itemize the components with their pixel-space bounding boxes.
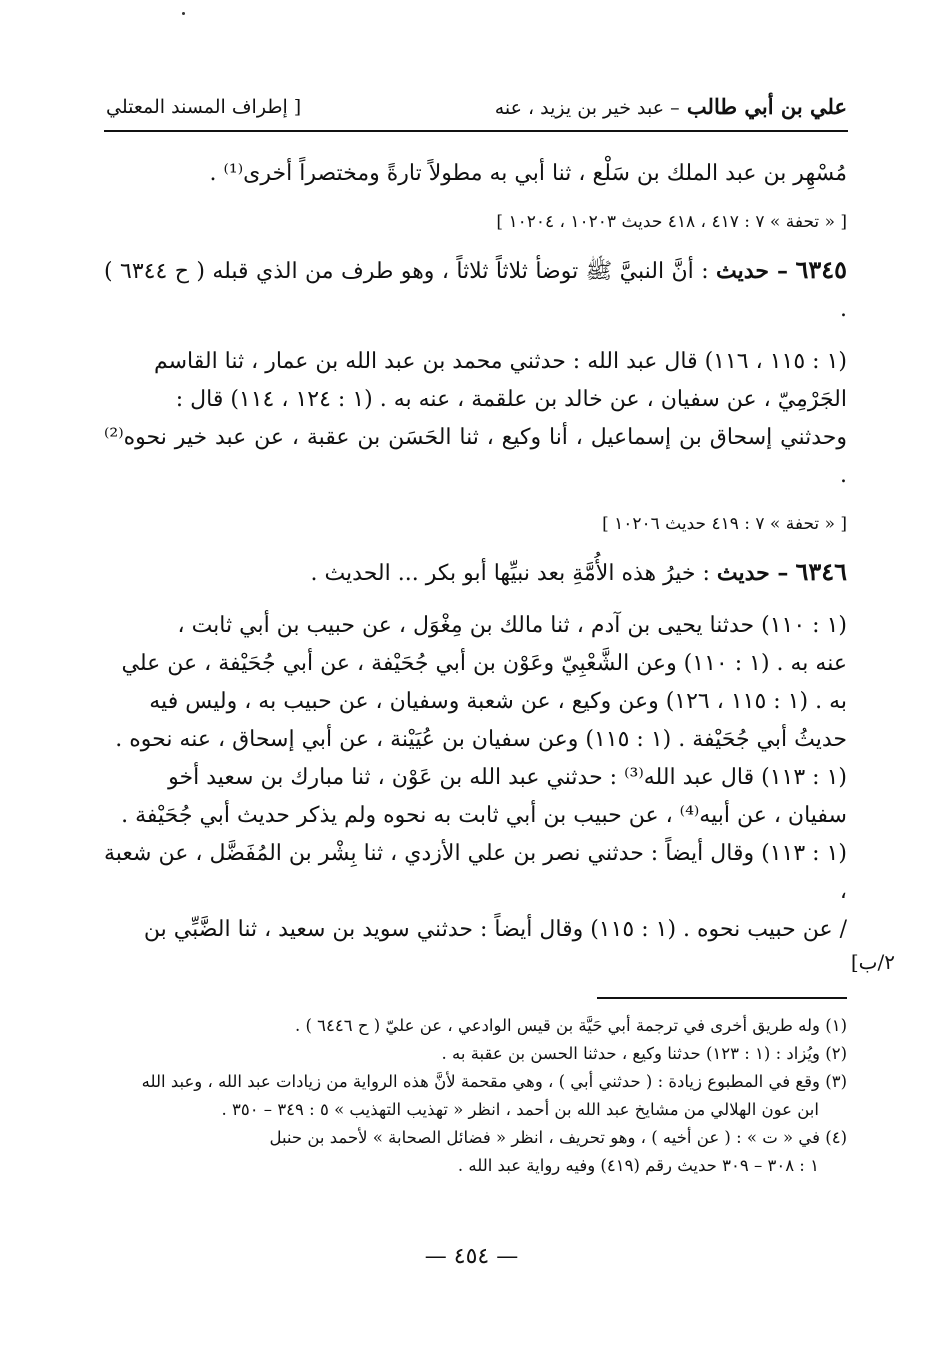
- hadith-text: : خيرُ هذه الأُمَّةِ بعد نبيِّها أبو بكر ... الحديث .: [310, 561, 710, 586]
- footnote-3-continued: ابن عون الهلالي من مشايخ عبد الله بن أحمد ، انظر « تهذيب التهذيب » ٥ : ٣٤٩ – ٣٥٠ .: [221, 1100, 819, 1119]
- isnad-line: (١ : ١١٣) قال عبد الله⁽³⁾ : حدثني عبد الله بن عَوْن ، ثنا مبارك بن سعيد أخو: [168, 765, 847, 790]
- hadith-number: ٦٣٤٥: [795, 255, 848, 284]
- tuhfa-reference: [ « تحفة » ٧ : ٤١٩ حديث ١٠٢٠٦ ]: [602, 514, 847, 534]
- main-text: [104, 155, 847, 949]
- hadith-keyword: – حديث: [716, 560, 789, 586]
- footnote-rule: [597, 997, 847, 999]
- header-rule: [104, 130, 848, 132]
- header-title: [495, 94, 847, 119]
- isnad-line: (١ : ١١٥ ، ١١٦) قال عبد الله : حدثني محمد بن عبد الله بن عمار ، ثنا القاسم: [153, 349, 847, 374]
- manuscript-folio-mark: ٢/ب]: [850, 950, 895, 974]
- hadith-text: : أنَّ النبيَّ ﷺ توضأ ثلاثاً ثلاثاً ، وهو طرف من الذي قبله ( ح ٦٣٤٤ ) .: [104, 259, 847, 322]
- footnote-1: (١) وله طريق أخرى في ترجمة أبي حَيَّة بن قيس الوادعي ، عن عليّ ( ح ٦٤٤٦ ) .: [294, 1016, 847, 1035]
- page-number: — ٤٥٤ —: [424, 1244, 519, 1269]
- hadith-6346: [104, 553, 847, 593]
- text-line: مُسْهِر بن عبد الملك بن سَلْع ، ثنا أبي به مطولاً تارةً ومختصراً أخرى⁽¹⁾ .: [209, 161, 847, 186]
- footnotes: [104, 1012, 847, 1180]
- isnad-line: / عن حبيب نحوه . (١ : ١١٥) وقال أيضاً : حدثني سويد بن سعيد ، ثنا الضَّبِّي بن: [143, 917, 847, 942]
- isnad-line: حديثُ أبي جُحَيْفة . (١ : ١١٥) وعن سفيان بن عُيَيْنة ، عن أبي إسحاق ، عنه نحوه .: [115, 727, 847, 752]
- isnad-line: سفيان ، عن أبيه⁽⁴⁾ ، عن حبيب بن أبي ثابت به نحوه ولم يذكر حديث أبي جُحَيْفة .: [121, 803, 847, 828]
- isnad-line: (١ : ١١٣) وقال أيضاً : حدثني نصر بن علي الأزدي ، ثنا بِشْر بن المُفَضَّل ، عن شعبة ،: [104, 841, 847, 904]
- header-author: علي بن أبي طالب: [686, 94, 847, 119]
- hadith-6345: [104, 251, 847, 329]
- isnad-line: (١ : ١١٠) حدثنا يحيى بن آدم ، ثنا مالك بن مِغْوَل ، عن حبيب بن أبي ثابت ،: [177, 613, 847, 638]
- footnote-3: (٣) وقع في المطبوع زيادة : ( حدثني أبي ) ، وهي مقحمة لأنَّ هذه الرواية من زيادات عبد الله ، وعبد الله: [141, 1072, 847, 1091]
- header-book-title: [ إطراف المسند المعتلي: [106, 96, 302, 118]
- running-header: [106, 94, 847, 126]
- footnote-4: (٤) في « ت » : ( عن أخيه ) ، وهو تحريف ، انظر « فضائل الصحابة » لأحمد بن حنبل: [269, 1128, 847, 1147]
- footnote-4-continued: ١ : ٣٠٨ – ٣٠٩ حديث رقم (٤١٩) وفيه رواية عبد الله .: [457, 1156, 819, 1175]
- header-subtitle: – عبد خير بن يزيد ، عنه: [494, 97, 680, 119]
- footnote-2: (٢) ويُزاد : (١ : ١٢٣) حدثنا وكيع ، حدثنا الحسن بن عقبة به .: [441, 1044, 847, 1063]
- hadith-keyword: – حديث: [716, 258, 789, 284]
- isnad-line: وحدثني إسحاق بن إسماعيل ، أنا وكيع ، ثنا الحَسَن بن عقبة ، عن عبد خير نحوه⁽²⁾ .: [104, 425, 847, 488]
- tuhfa-reference: [ « تحفة » ٧ : ٤١٧ ، ٤١٨ حديث ١٠٢٠٣ ، ١٠٢٠٤ ]: [496, 212, 847, 232]
- hadith-number: ٦٣٤٦: [795, 557, 847, 586]
- isnad-line: الجَرْمِيّ ، عن سفيان ، عن خالد بن علقمة ، عنه به . (١ : ١٢٤ ، ١١٤) قال :: [175, 387, 847, 412]
- isnad-line: به . (١ : ١١٥ ، ١٢٦) وعن وكيع ، عن شعبة وسفيان ، عن حبيب به ، وليس فيه: [149, 689, 847, 714]
- scan-speck: [182, 12, 185, 15]
- isnad-line: عنه به . (١ : ١١٠) وعن الشَّعْبِيّ وعَوْن بن أبي جُحَيْفة ، عن أبي جُحَيْفة ، عن علي: [121, 651, 847, 676]
